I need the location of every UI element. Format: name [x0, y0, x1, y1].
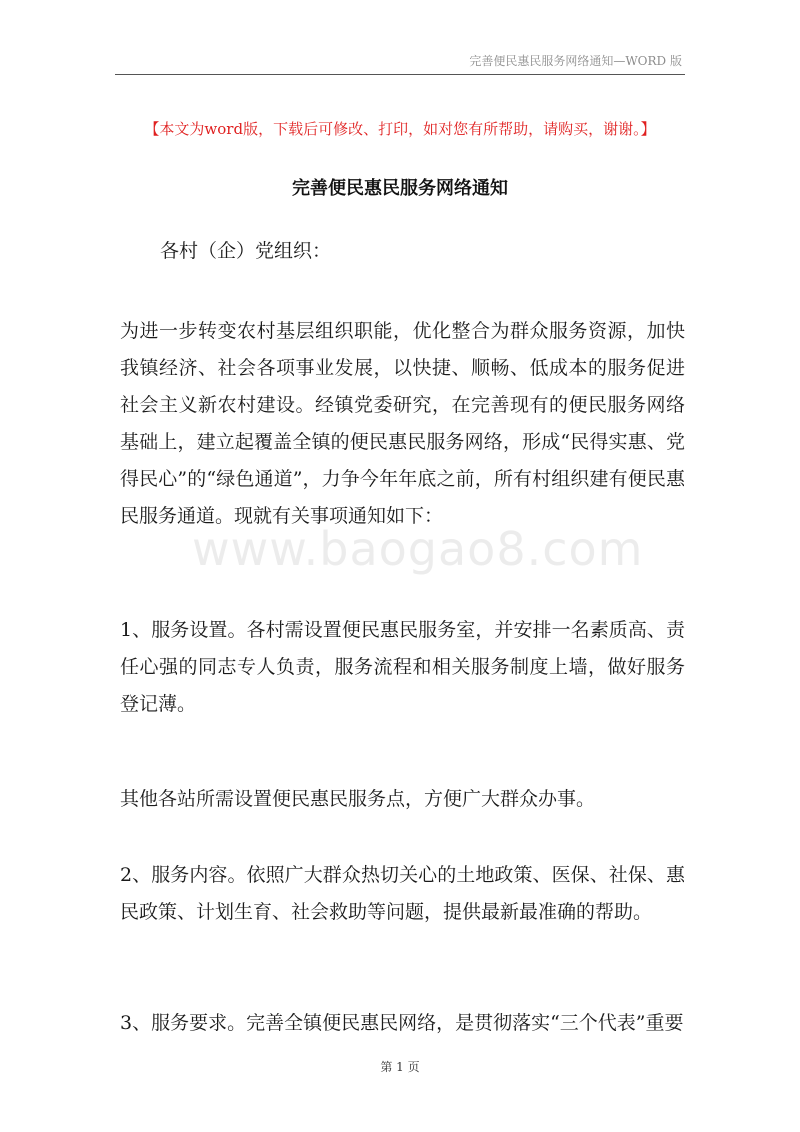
paragraph-intro: 为进一步转变农村基层组织职能，优化整合为群众服务资源，加快我镇经济、社会各项事业发展，以快捷、顺畅、低成本的服务促进社会主义新农村建设。经镇党委研究，在完善现有的便民服务网络基础上，建立起覆盖全镇的便民惠民服务网络，形成“民得实惠、党得民心”的“绿色通道”，力争今年年底之前，所有村组织建有便民惠民服务通道。现就有关事项通知如下：	[120, 320, 685, 527]
document-title: 完善便民惠民服务网络通知	[292, 178, 508, 199]
paragraph-service-setup: 1、服务设置。各村需设置便民惠民服务室，并安排一名素质高、责任心强的同志专人负责，服务流程和相关服务制度上墙，做好服务登记薄。	[120, 619, 685, 715]
salutation: 各村（企）党组织：	[160, 240, 332, 262]
paragraph-service-content: 2、服务内容。依照广大群众热切关心的土地政策、医保、社保、惠民政策、计划生育、社会救助等问题，提供最新最准确的帮助。	[120, 864, 685, 923]
paragraph-service-requirements: 3、服务要求。完善全镇便民惠民网络，是贯彻落实“三个代表”重要	[120, 1012, 684, 1034]
download-notice: 【本文为word版，下载后可修改、打印，如对您有所帮助，请购买，谢谢。】	[144, 120, 656, 138]
header-divider	[115, 74, 685, 75]
paragraph-service-points: 其他各站所需设置便民惠民服务点，方便广大群众办事。	[120, 788, 596, 810]
site-watermark: www.baogao8.com	[192, 522, 644, 576]
running-header: 完善便民惠民服务网络通知—WORD 版	[469, 54, 682, 68]
page-number: 第 1 页	[380, 1060, 420, 1074]
